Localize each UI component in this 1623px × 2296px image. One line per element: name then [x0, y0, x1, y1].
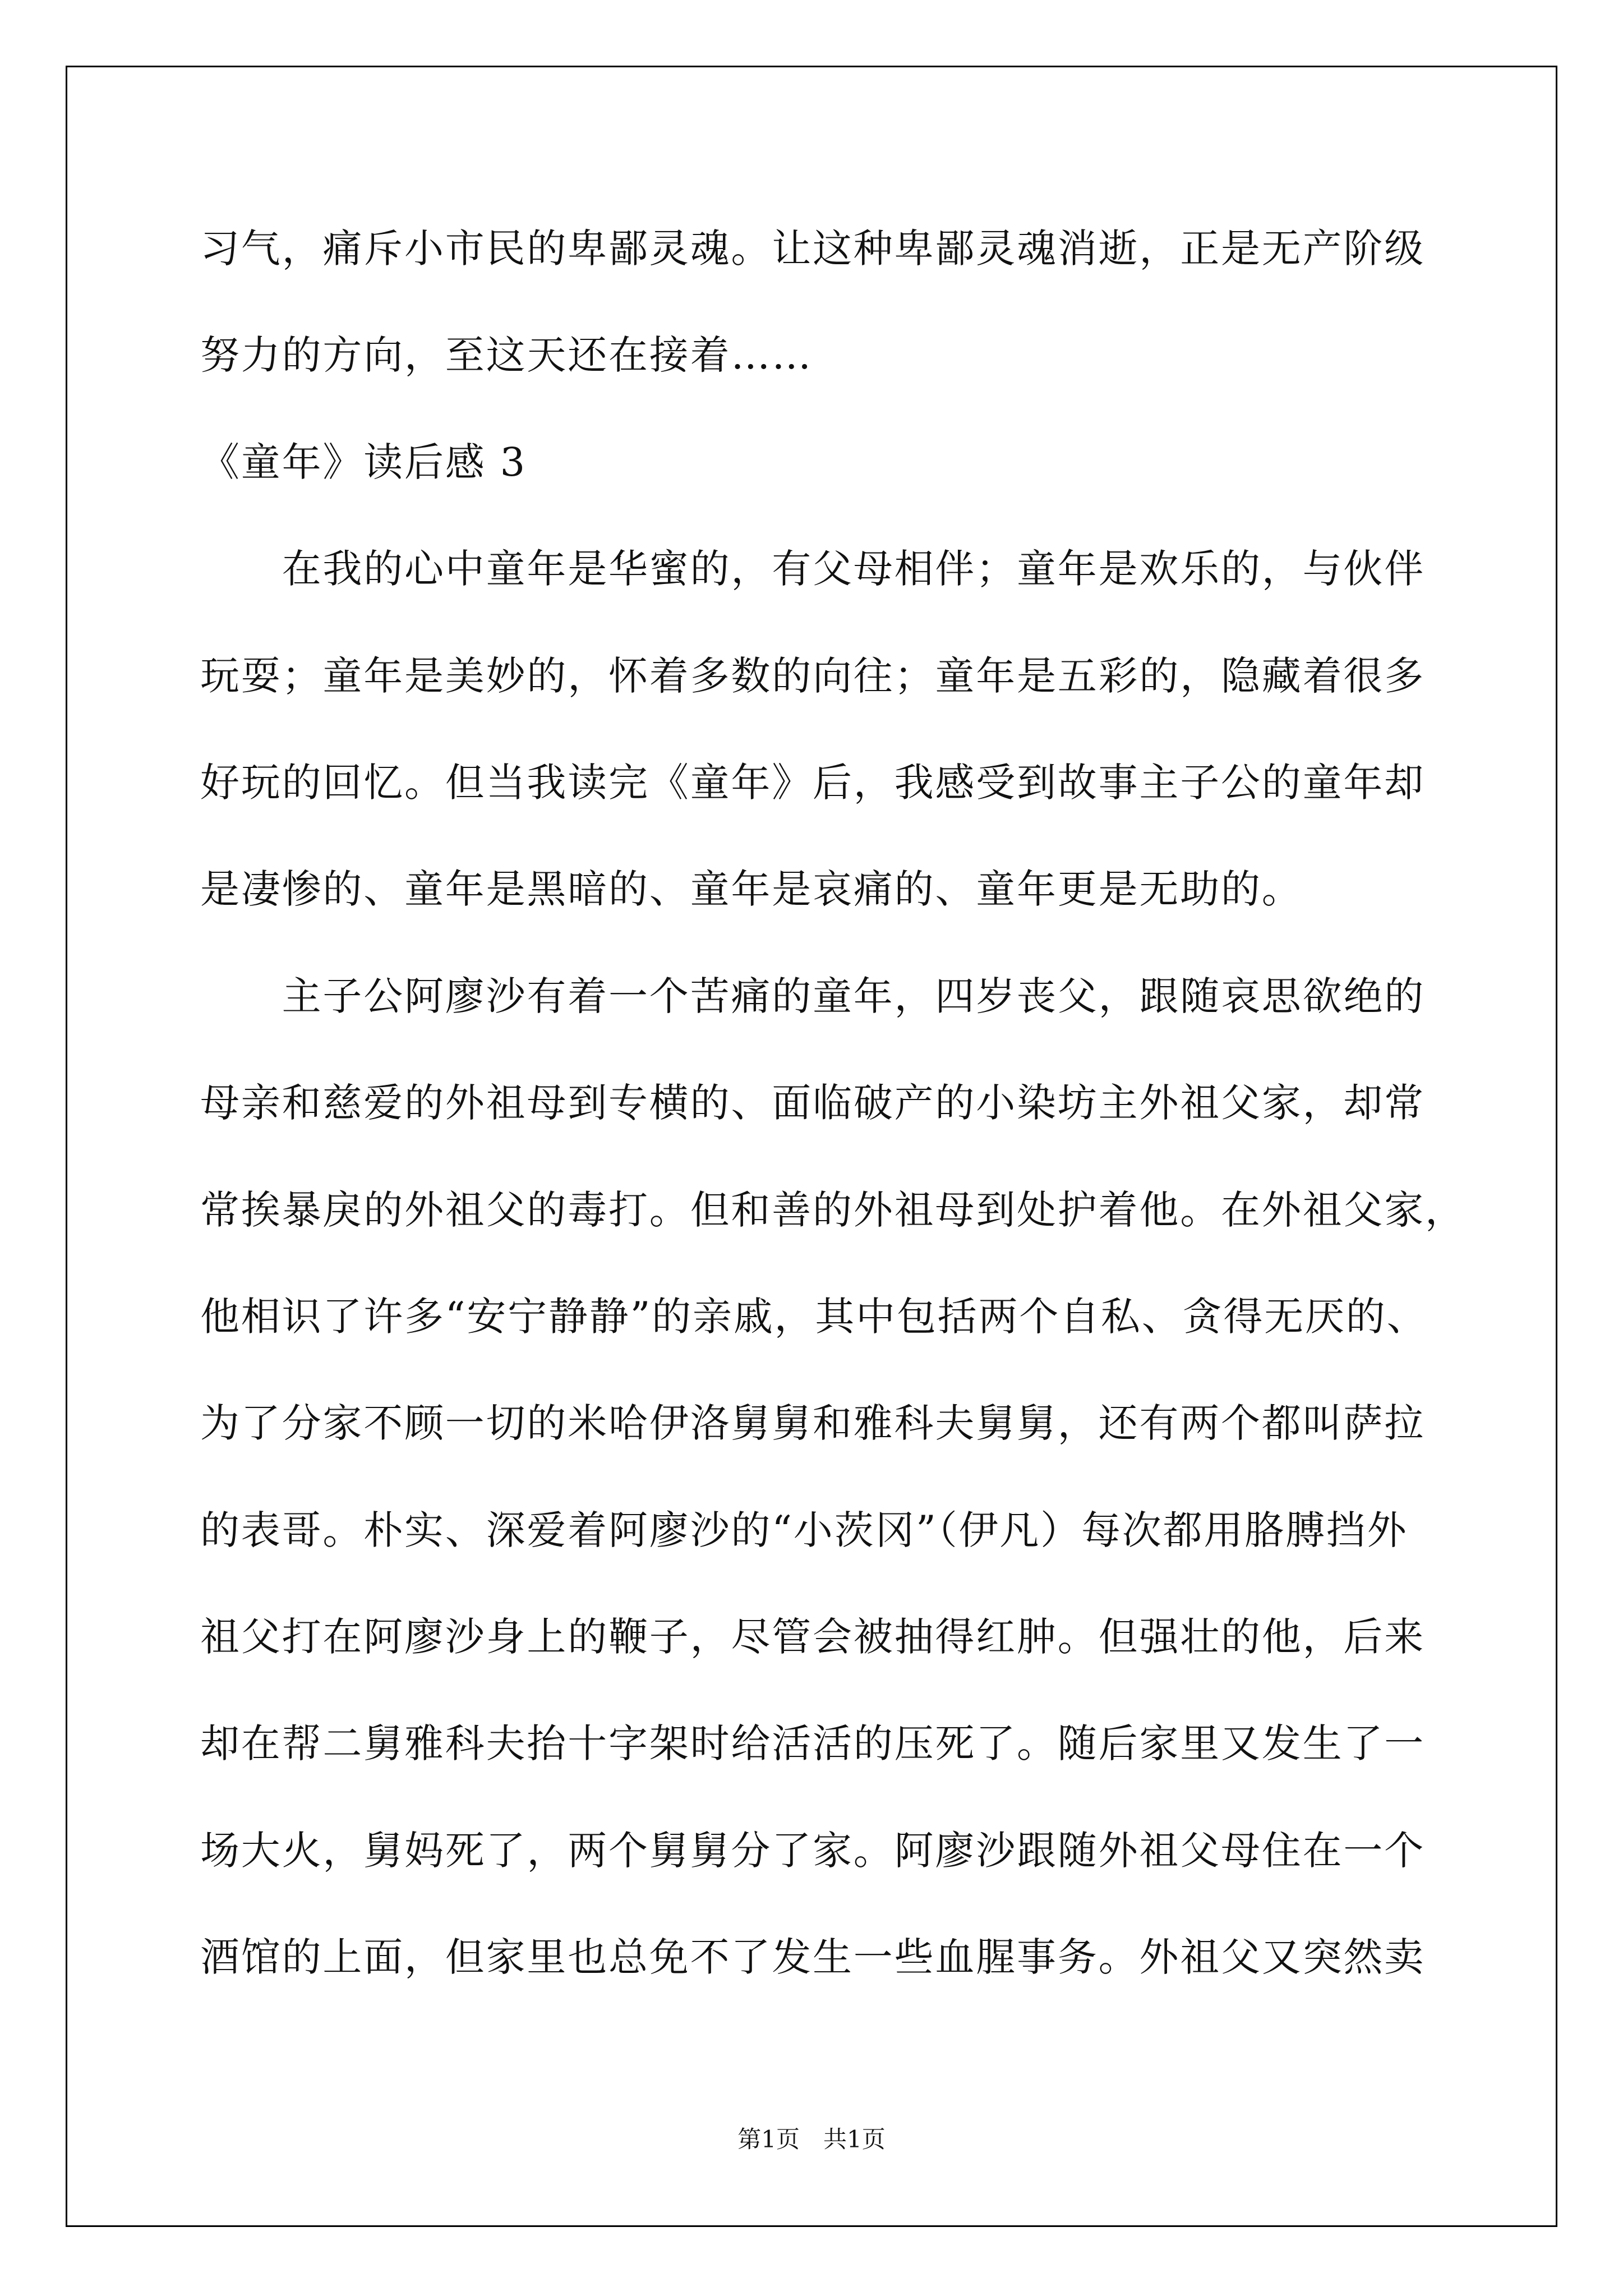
paragraph [200, 516, 1524, 943]
text-line: 是凄惨的、童年是黑暗的、童年是哀痛的、童年更是无助的。 [200, 866, 1303, 913]
text-line: 努力的方向，至这天还在接着…… [200, 332, 813, 379]
text-line: 母亲和慈爱的外祖母到专横的、面临破产的小染坊主外祖父家，却常 [200, 1080, 1425, 1126]
text-line: 在我的心中童年是华蜜的，有父母相伴；童年是欢乐的，与伙伴 [282, 546, 1425, 592]
document-body [200, 195, 1524, 2011]
page-footer [0, 2123, 1623, 2156]
text-line: 常挨暴戾的外祖父的毒打。但和善的外祖母到处护着他。在外祖父家， [200, 1186, 1466, 1233]
text-line: 好玩的回忆。但当我读完《童年》后，我感受到故事主子公的童年却 [200, 759, 1425, 806]
text-line: 却在帮二舅雅科夫抬十字架时给活活的压死了。随后家里又发生了一 [200, 1720, 1425, 1767]
text-line: 为了分家不顾一切的米哈伊洛舅舅和雅科夫舅舅，还有两个都叫萨拉 [200, 1400, 1425, 1447]
text-line: 祖父打在阿廖沙身上的鞭子，尽管会被抽得红肿。但强壮的他，后来 [200, 1614, 1425, 1660]
text-line: 他相识了许多“安宁静静”的亲戚，其中包括两个自私、贪得无厌的、 [200, 1293, 1428, 1340]
text-line: 场大火，舅妈死了，两个舅舅分了家。阿廖沙跟随外祖父母住在一个 [200, 1827, 1425, 1874]
page-number: 第1页 共1页 [737, 2125, 886, 2153]
text-line: 习气，痛斥小市民的卑鄙灵魂。让这种卑鄙灵魂消逝，正是无产阶级 [200, 226, 1425, 272]
previous-section-tail [200, 195, 1524, 409]
text-line: 玩耍；童年是美妙的，怀着多数的向往；童年是五彩的，隐藏着很多 [200, 652, 1425, 699]
section-title: 《童年》读后感 3 [200, 439, 527, 485]
text-line: 主子公阿廖沙有着一个苦痛的童年，四岁丧父，跟随哀思欲绝的 [282, 973, 1425, 1019]
text-line: 的表哥。朴实、深爱着阿廖沙的“小茨冈”（伊凡）每次都用胳膊挡外 [200, 1507, 1408, 1553]
paragraph [200, 943, 1524, 2011]
text-line: 酒馆的上面，但家里也总免不了发生一些血腥事务。外祖父又突然卖 [200, 1934, 1425, 1981]
